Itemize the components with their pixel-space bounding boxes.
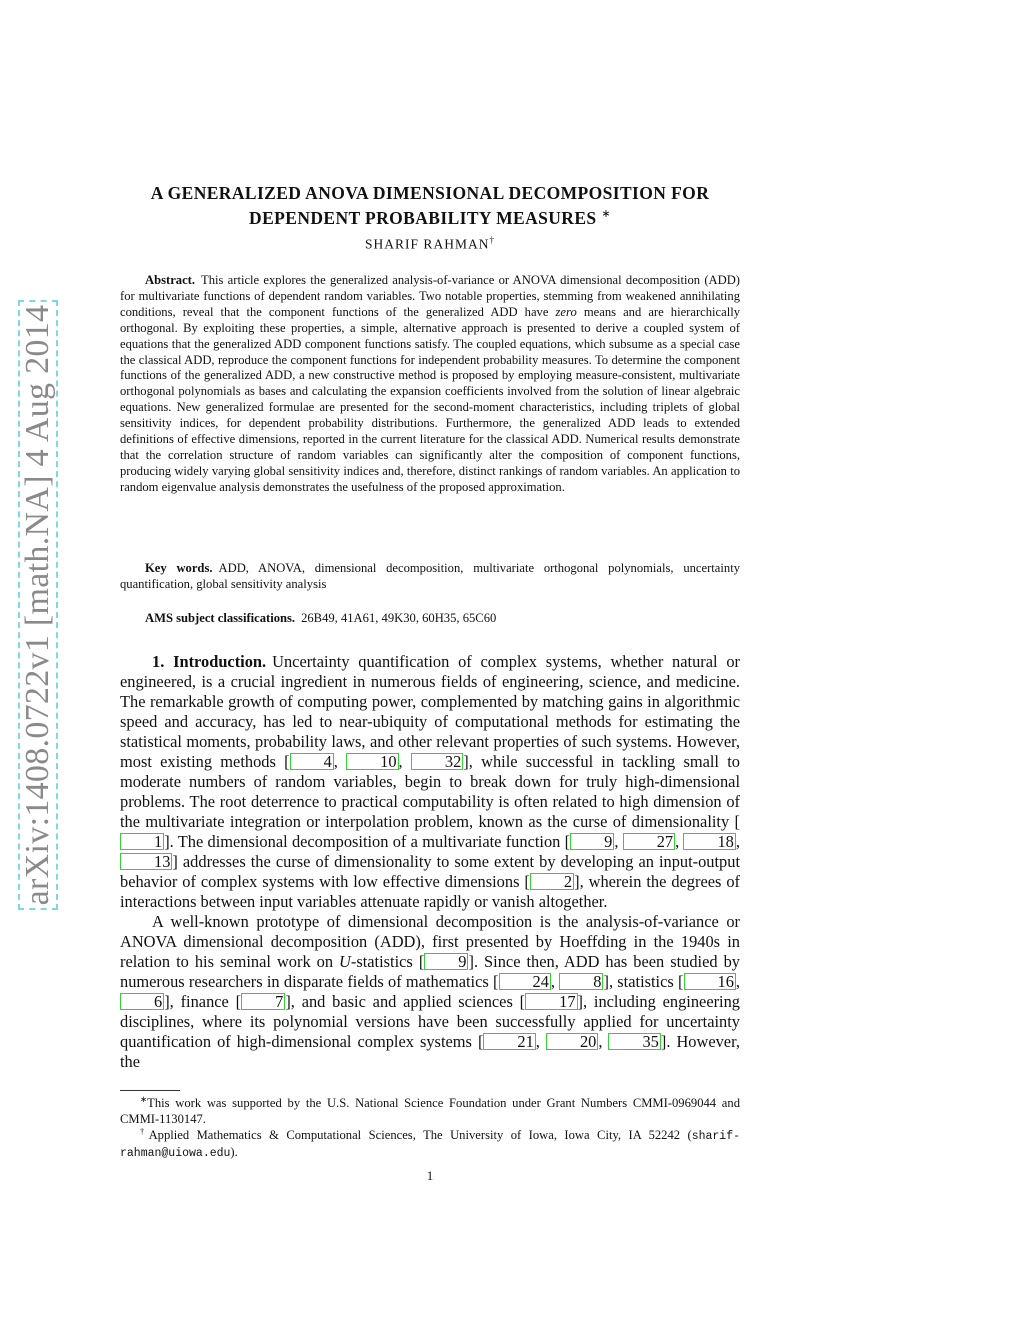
ams-text: 26B49, 41A61, 49K30, 60H35, 65C60: [301, 611, 497, 625]
author-footnote-mark: †: [489, 235, 495, 245]
text: , including engineering disciplines, where its polynomial versions have been successfully applied for uncertainty quantification of high-dimensional complex systems: [120, 992, 740, 1051]
text: , and basic and applied sciences: [290, 992, 520, 1011]
citation-link[interactable]: 9: [570, 833, 614, 850]
keywords-text: ADD, ANOVA, dimensional decomposition, multivariate orthogonal polynomials, uncertainty quantification, global sensitivity analysis: [120, 561, 740, 591]
citation-link[interactable]: 8: [559, 973, 603, 990]
text: . Since then, ADD has been studied by numerous researchers in disparate fields of mathematics: [120, 952, 740, 991]
footnote-divider: [120, 1090, 180, 1091]
footnote-text: Applied Mathematics & Computational Sciences, The University of Iowa, Iowa City, IA 52242 (: [148, 1127, 692, 1142]
section-number: 1.: [152, 652, 165, 671]
citation-link[interactable]: 7: [241, 993, 285, 1010]
citation-link[interactable]: 9: [424, 953, 468, 970]
footnote-2: [120, 1125, 741, 1162]
footnotes: [120, 1093, 741, 1162]
citation-link[interactable]: 6: [120, 993, 164, 1010]
arxiv-identifier-stamp: [18, 300, 58, 910]
citation-link[interactable]: 27: [623, 833, 675, 850]
citation-link[interactable]: 10: [346, 753, 398, 770]
intro-paragraph-2: A well-known prototype of dimensional decomposition is the analysis-of-variance or ANOVA dimensional decomposition (ADD), first presented by Hoeffding in the 1940s in relation to his seminal work on U-statistics [ 9 ]. Since then, ADD has been studied by numerous researchers in disparate fields of mathematics [ 24 , 8 ], statistics [ 16 , 6 ], finance [ 7 ], and basic and applied sciences [ 17 ], including engineering disciplines, where its polynomial versions have been successfully applied for uncertainty quantification of high-dimensional complex systems [ 21 , 20 , 35 ]. However, the: [120, 912, 740, 1071]
citation-link[interactable]: 1: [120, 833, 164, 850]
title-footnote-mark: ∗: [601, 208, 611, 220]
citation-link[interactable]: 20: [546, 1033, 598, 1050]
text: , finance: [169, 992, 236, 1011]
footnote-text: This work was supported by the U.S. National Science Foundation under Grant Numbers CMMI-0969044 and CMMI-1130147.: [120, 1096, 740, 1126]
text: , statistics: [608, 972, 679, 991]
title-line-2: DEPENDENT PROBABILITY MEASURES: [249, 207, 597, 228]
citation-link[interactable]: 21: [483, 1033, 535, 1050]
citation-link[interactable]: 2: [530, 873, 574, 890]
text: . However, the: [120, 1032, 740, 1071]
citation-link[interactable]: 32: [411, 753, 463, 770]
page-number: 1: [426, 1168, 434, 1183]
citation-link[interactable]: 17: [525, 993, 577, 1010]
intro-paragraph-1: 1. Introduction. Uncertainty quantification of complex systems, whether natural or engineered, is a crucial ingredient in numerous fields of engineering, science, and medicine. The remarkable growth of computing power, complemented by matching gains in algorithmic speed and accuracy, has led to near-ubiquity of computational methods for estimating the statistical moments, probability laws, and other relevant properties of such systems. However, most existing methods [ 4 , 10 , 32 ], while successful in tackling small to moderate numbers of random variables, begin to break down for truly high-dimensional problems. The root deterrence to practical computability is often related to high dimension of the multivariate integration or interpolation problem, known as the curse of dimensionality [1 ]. The dimensional decomposition of a multivariate function [ 9 , 27 , 18 , 13 ] addresses the curse of dimensionality to some extent by developing an input-output behavior of complex systems with low effective dimensions [ 2 ], wherein the degrees of interactions between input variables attenuate rapidly or vanish altogether.: [120, 652, 741, 911]
title-line-1: A GENERALIZED ANOVA DIMENSIONAL DECOMPOSITION FOR: [150, 183, 710, 203]
keywords: [120, 561, 740, 593]
paper-title: [110, 183, 750, 229]
citation-link[interactable]: 16: [684, 973, 736, 990]
arxiv-identifier: arXiv:1408.0722v1 [math.NA] 4 Aug 2014: [19, 304, 56, 906]
introduction-section: [120, 652, 740, 1072]
text: . The dimensional decomposition of a multivariate function: [169, 832, 565, 851]
text: -statistics: [350, 952, 419, 971]
citation-link[interactable]: 18: [683, 833, 735, 850]
ams-classifications: [120, 611, 740, 627]
text: A well-known prototype of dimensional decomposition is the analysis-of-variance or ANOVA dimensional decomposition (ADD), first presented by Hoeffding in the 1940s in relation to his seminal work on: [120, 912, 740, 971]
footnote-1: [120, 1093, 740, 1128]
abstract-label: Abstract.: [145, 273, 196, 287]
ams-label: AMS subject classifications.: [145, 611, 296, 625]
footnote-text-end: ).: [230, 1144, 238, 1159]
text: , wherein the degrees of interactions between input variables attenuate rapidly or vanish altogether.: [120, 872, 741, 911]
citation-link[interactable]: 35: [608, 1033, 660, 1050]
math-symbol: U: [339, 952, 351, 971]
citation-link[interactable]: 24: [499, 973, 551, 990]
author-email[interactable]: sharif-rahman@uiowa.edu: [120, 1129, 741, 1160]
abstract: [120, 273, 740, 496]
section-title: Introduction.: [173, 652, 267, 671]
text: Uncertainty quantification of complex systems, whether natural or engineered, is a crucial ingredient in numerous fields of engineering, science, and medicine. The remarkable growth of computing power, complemented by matching gains in algorithmic speed and accuracy, has led to near-ubiquity of computational methods for estimating the statistical moments, probability laws, and other relevant properties of such systems. However, most existing methods: [120, 652, 740, 771]
footnote-mark: ∗: [140, 1093, 148, 1104]
citation-link[interactable]: 13: [120, 853, 172, 870]
text: , while successful in tackling small to moderate numbers of random variables, begin to break down for truly high-dimensional problems. The root deterrence to practical computability is often related to high dimension of the multivariate integration or interpolation problem, known as the curse of dimensionality: [120, 752, 740, 831]
section-heading: [152, 652, 266, 671]
abstract-emphasis: zero: [555, 304, 577, 319]
abstract-text-cont: means and are hierarchically orthogonal. By exploiting these properties, a simple, alternative approach is presented to derive a coupled system of equations that the generalized ADD component functions satisfy. The coupled equations, which subsume as a special case the classical ADD, reproduce the component functions for independent probability measures. To determine the component functions of the generalized ADD, a new constructive method is proposed by employing measure-consistent, multivariate orthogonal polynomials as bases and calculating the expansion coefficients involved from the solution of linear algebraic equations. New generalized formulae are presented for the second-moment characteristics, including triplets of global sensitivity indices, for dependent probability distributions. Furthermore, the generalized ADD leads to extended definitions of effective dimensions, reported in the current literature for the classical ADD. Numerical results demonstrate that the correlation structure of random variables can significantly alter the composition of component functions, producing widely varying global sensitivity indices and, therefore, distinct rankings of random variables. An application to random eigenvalue analysis demonstrates the usefulness of the proposed approximation.: [120, 304, 741, 494]
footnote-mark: †: [140, 1125, 149, 1136]
text: addresses the curse of dimensionality to some extent by developing an input-output behavior of complex systems with low effective dimensions: [120, 852, 740, 891]
abstract-text: This article explores the generalized analysis-of-variance or ANOVA dimensional decomposition (ADD) for multivariate functions of dependent random variables. Two notable properties, stemming from weakened annihilating conditions, reveal that the component functions of the generalized ADD have: [120, 273, 740, 319]
citation-link[interactable]: 4: [290, 753, 334, 770]
author-name: SHARIF RAHMAN: [365, 236, 490, 252]
author: [110, 235, 750, 253]
keywords-label: Key words.: [145, 561, 213, 575]
